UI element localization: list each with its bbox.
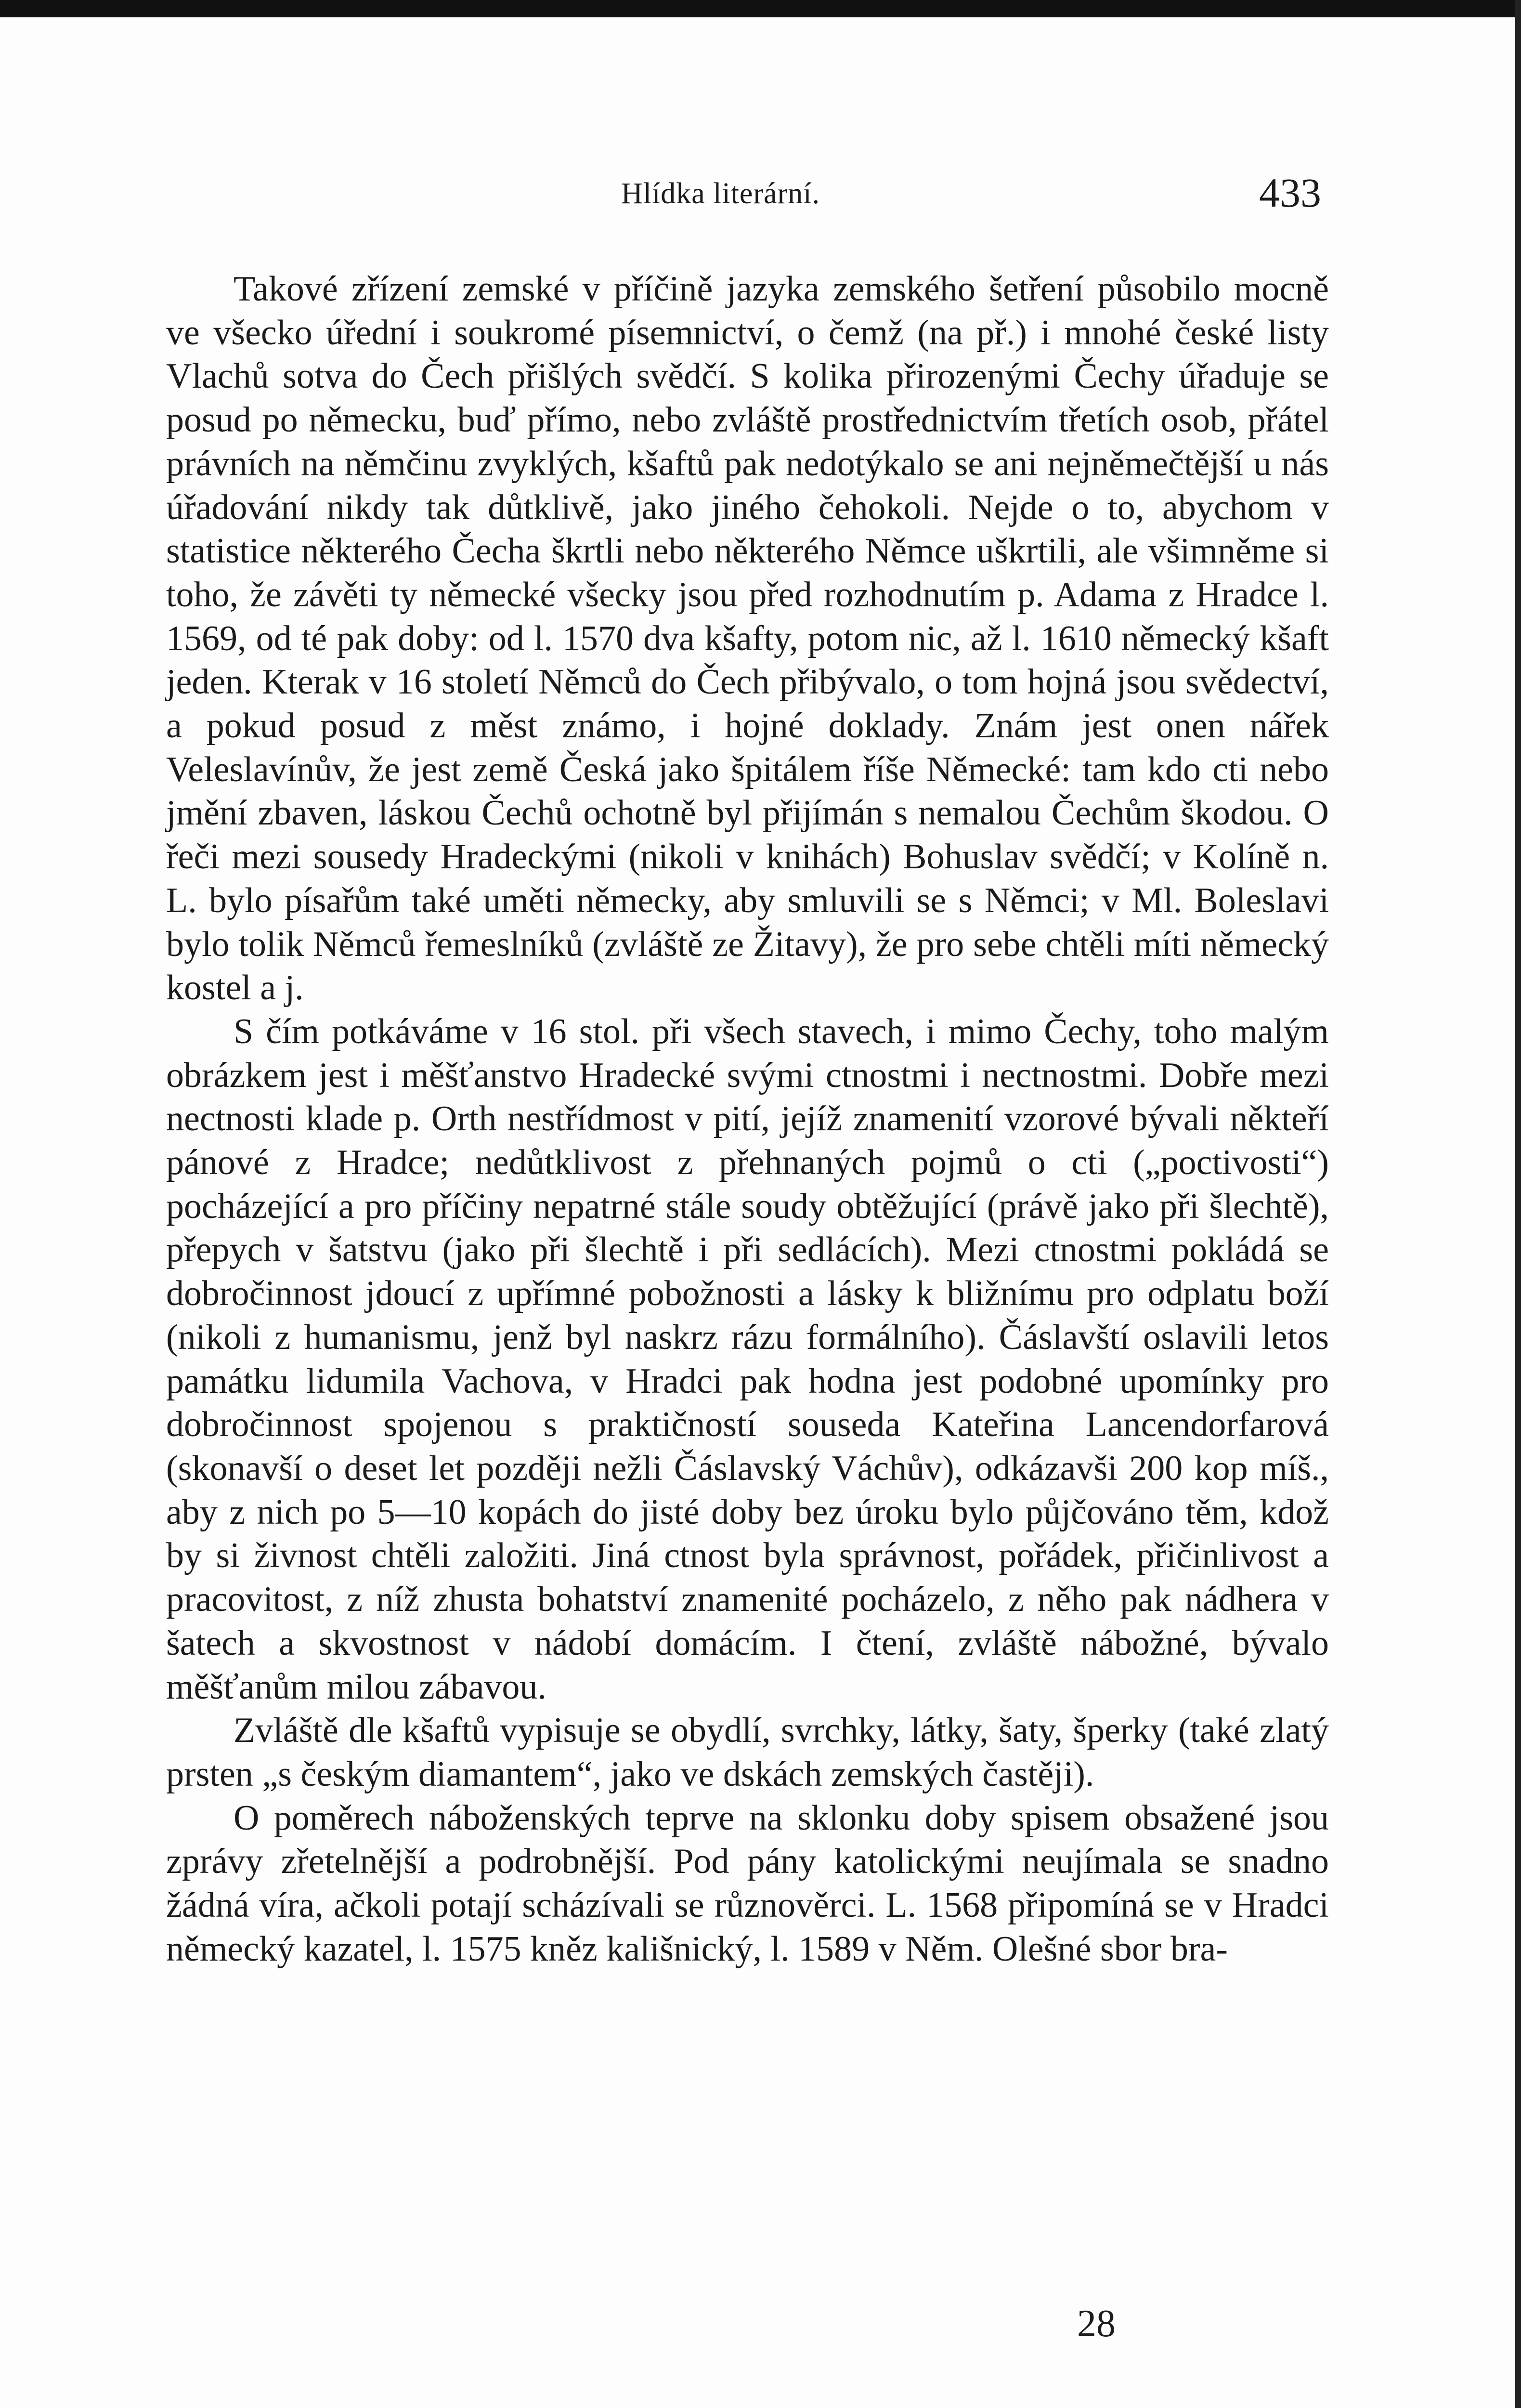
paragraph: Zvláště dle kšaftů vypisuje se obydlí, svrchky, látky, šaty, šperky (také zlatý prsten „s českým diamantem“, jako ve dskách zemských častěji). xyxy=(166,1711,1329,1794)
body-text xyxy=(166,267,1329,1971)
paragraph: S čím potkáváme v 16 stol. při všech stavech, i mimo Čechy, toho malým obrázkem jest i měšťanstvo Hradecké svými ctnostmi i nectnostmi. Dobře mezi nectnosti klade p. Orth nestřídmost v pití, jejíž znamenití vzorové bývali někteří pánové z Hradce; nedůtklivost z přehnaných pojmů o cti („poctivosti“) pocházející a pro příčiny nepatrné stále soudy obtěžující (právě jako při šlechtě), přepych v šatstvu (jako při šlechtě i při sedlácích). Mezi ctnostmi pokládá se dobročinnost jdoucí z upřímné pobožnosti a lásky k bližnímu pro odplatu boží (nikoli z humanismu, jenž byl naskrz rázu formálního). Čáslavští oslavili letos památku lidumila Vachova, v Hradci pak hodna jest podobné upomínky pro dobročinnost spojenou s praktičností souseda Kateřina Lancendorfarová (skonavší o deset let později nežli Čáslavský Váchův), odkázavši 200 kop míš., aby z nich po 5—10 kopách do jisté doby bez úroku bylo půjčováno těm, kdož by si živnost chtěli založiti. Jiná ctnost byla správnost, pořádek, přičinlivost a pracovitost, z níž zhusta bohatství znamenité pocházelo, z něho pak nádhera v šatech a skvostnost v nádobí domácím. I čtení, zvláště nábožné, bývalo měšťanům milou zábavou. xyxy=(166,1011,1329,1707)
signature-mark: 28 xyxy=(1077,2303,1116,2345)
paragraph: Takové zřízení zemské v příčině jazyka zemského šetření působilo mocně ve všecko úřední i soukromé písemnictví, o čemž (na př.) i mnohé české listy Vlachů sotva do Čech přišlých svědčí. S kolika přirozenými Čechy úřaduje se posud po německu, buď přímo, nebo zvláště prostřednictvím třetích osob, přátel právních na němčinu zvyklých, kšaftů pak nedotýkalo se ani nejněmečtější u nás úřadování nikdy tak důtklivě, jako jiného čehokoli. Nejde o to, abychom v statistice některého Čecha škrtli nebo některého Němce uškrtili, ale všimněme si toho, že závěti ty německé všecky jsou před rozhodnutím p. Adama z Hradce l. 1569, od té pak doby: od l. 1570 dva kšafty, potom nic, až l. 1610 německý kšaft jeden. Kterak v 16 století Němců do Čech přibývalo, o tom hojná jsou svědectví, a pokud posud z měst známo, i hojné doklady. Znám jest onen nářek Veleslavínův, že jest země Česká jako špitálem říše Německé: tam kdo cti nebo jmění zbaven, láskou Čechů ochotně byl přijímán s nemalou Čechům škodou. O řeči mezi sousedy Hradeckými (nikoli v knihách) Bohuslav svědčí; v Kolíně n. L. bylo písařům také uměti německy, aby smluvili se s Němci; v Ml. Boleslavi bylo tolik Němců řemeslníků (zvláště ze Žitavy), že pro sebe chtěli míti německý kostel a j. xyxy=(166,269,1329,1008)
page-number: 433 xyxy=(1259,170,1321,216)
paragraph: O poměrech náboženských teprve na sklonku doby spisem obsažené jsou zprávy zřetelnější a podrobnější. Pod pány katolickými neujímala se snadno žádná víra, ačkoli potají scházívali se různověrci. L. 1568 připomíná se v Hradci německý kazatel, l. 1575 kněz kališnický, l. 1589 v Něm. Olešné sbor bra- xyxy=(166,1798,1329,1969)
running-title: Hlídka literární. xyxy=(621,177,820,210)
